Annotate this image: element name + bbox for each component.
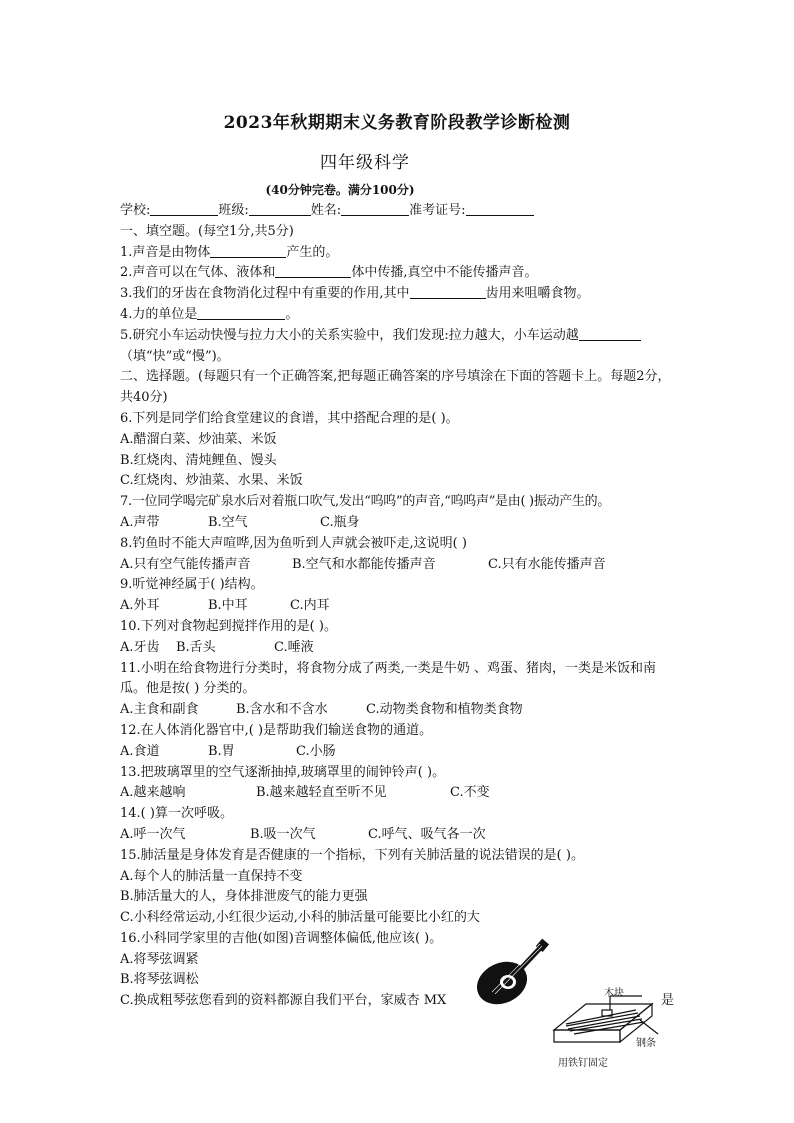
question-5 (120, 326, 680, 347)
q9-stem: 9.听觉神经属于( )结构。 (120, 577, 264, 593)
guitar-figure (470, 938, 680, 1073)
school-blank[interactable] (150, 202, 218, 216)
q8-options (120, 555, 680, 576)
q15-option-b[interactable]: B.肺活量大的人，身体排泄废气的能力更强 (120, 889, 368, 905)
q5-text-a: 5.研究小车运动快慢与拉力大小的关系实验中，我们发现:拉力越大，小车运动越 (120, 327, 579, 343)
q1-text-b: 产生的。 (286, 244, 339, 260)
exam-note: (40分钟完卷。满分100分) (265, 183, 415, 197)
q7-option-a[interactable]: A.声带 (120, 514, 160, 530)
q14-option-c[interactable]: C.呼气、吸气各一次 (368, 826, 486, 842)
label-wood: 木块 (604, 988, 624, 999)
q7-options (120, 513, 680, 534)
q9-option-a[interactable]: A.外耳 (120, 598, 160, 614)
q11-stem: 11.小明在给食物进行分类时，将食物分成了两类,一类是牛奶 、鸡蛋、猪肉，一类是米饭和南瓜。他是按( ) 分类的。 (120, 660, 656, 697)
q16-tail: 是 (661, 993, 675, 1009)
exam-body (120, 201, 680, 1012)
q12-option-c[interactable]: C.小肠 (296, 743, 336, 759)
q8-stem: 8.钓鱼时不能大声喧哗,因为鱼听到人声就会被吓走,这说明( ) (120, 535, 467, 551)
section1-heading: 一、填空题。(每空1分,共5分) (120, 223, 294, 239)
q2-text-a: 2.声音可以在气体、液体和 (120, 265, 276, 281)
question-3 (120, 284, 680, 305)
q13-stem: 13.把玻璃罩里的空气逐渐抽掉,玻璃罩里的闹钟铃声( )。 (120, 764, 446, 780)
q6-option-a[interactable]: A.醋溜白菜、炒油菜、米饭 (120, 431, 277, 447)
name-blank[interactable] (341, 202, 409, 216)
q16-option-c[interactable]: C.换成粗琴弦您看到的资料都源自我们平台，家威杏 MX (120, 993, 447, 1009)
name-label: 姓名: (310, 203, 342, 218)
q16-option-a[interactable]: A.将琴弦调紧 (120, 951, 199, 967)
q8-option-c[interactable]: C.只有水能传播声音 (488, 556, 606, 572)
q7-option-c[interactable]: C.瓶身 (320, 514, 360, 530)
q10-option-a[interactable]: A.牙齿 (120, 639, 160, 655)
q11-options (120, 700, 680, 721)
q6-option-c[interactable]: C.红烧肉、炒油菜、水果、米饭 (120, 473, 303, 489)
q13-option-c[interactable]: C.不变 (450, 785, 490, 801)
page-title: 2023年秋期期末义务教育阶段教学诊断检测 (223, 113, 571, 133)
q13-option-a[interactable]: A.越来越响 (120, 785, 186, 801)
q13-options (120, 783, 680, 804)
q12-option-a[interactable]: A.食道 (120, 743, 160, 759)
q15-stem: 15.肺活量是身体发育是否健康的一个指标，下列有关肺活量的说法错误的是( )。 (120, 847, 584, 863)
q8-option-a[interactable]: A.只有空气能传播声音 (120, 556, 251, 572)
q9-option-c[interactable]: C.内耳 (290, 598, 330, 614)
q11-option-a[interactable]: A.主食和副食 (120, 702, 199, 718)
q14-options (120, 825, 680, 846)
q10-options (120, 638, 680, 659)
q10-option-c[interactable]: C.唾液 (274, 639, 314, 655)
q15-option-c[interactable]: C.小科经常运动,小红很少运动,小科的肺活量可能要比小红的大 (120, 910, 480, 926)
label-wire: 钢条 (636, 1038, 656, 1049)
label-nail: 用铁钉固定 (558, 1058, 608, 1069)
q16-option-b[interactable]: B.将琴弦调松 (120, 972, 199, 988)
q12-stem: 12.在人体消化器官中,( )是帮助我们输送食物的通道。 (120, 722, 433, 738)
q16-stem: 16.小科同学家里的吉他(如图)音调整体偏低,他应该( )。 (120, 930, 443, 946)
school-label: 学校: (120, 203, 151, 218)
q13-option-b[interactable]: B.越来越轻直至听不见 (256, 785, 387, 801)
q12-option-b[interactable]: B.胃 (208, 743, 235, 759)
q10-option-b[interactable]: B.舌头 (176, 639, 216, 655)
guitar-icon (470, 939, 549, 1013)
q11-option-c[interactable]: C.动物类食物和植物类食物 (366, 702, 523, 718)
q4-text-b: 。 (285, 306, 299, 322)
exam-no-label: 准考证号: (409, 203, 466, 218)
q11-option-b[interactable]: B.含水和不含水 (236, 702, 328, 718)
exam-no-blank[interactable] (466, 202, 534, 216)
q14-option-b[interactable]: B.吸一次气 (250, 826, 316, 842)
q8-option-b[interactable]: B.空气和水都能传播声音 (292, 556, 436, 572)
q3-text-a: 3.我们的牙齿在食物消化过程中有重要的作用,其中 (120, 286, 410, 302)
q4-text-a: 4.力的单位是 (120, 306, 198, 322)
question-2 (120, 263, 680, 284)
q2-text-b: 体中传播,真空中不能传播声音。 (351, 265, 538, 281)
question-figure (470, 938, 680, 1073)
q7-option-b[interactable]: B.空气 (208, 514, 248, 530)
q14-stem: 14.( )算一次呼吸。 (120, 806, 233, 822)
q12-options (120, 742, 680, 763)
q14-option-a[interactable]: A.呼一次气 (120, 826, 186, 842)
question-1 (120, 243, 680, 264)
wire-apparatus-icon (554, 996, 658, 1042)
section2-heading: 二、选择题。(每题只有一个正确答案,把每题正确答案的序号填涂在下面的答题卡上。每题2分，共40分) (120, 369, 671, 406)
q9-option-b[interactable]: B.中耳 (208, 598, 248, 614)
q1-blank[interactable] (210, 244, 286, 258)
q7-stem: 7.一位同学喝完矿泉水后对着瓶口吹气,发出“呜呜”的声音,“呜呜声”是由( )振动产生的。 (120, 494, 611, 510)
page-subtitle: 四年级科学 (320, 153, 410, 173)
q5-blank[interactable] (579, 327, 641, 341)
q1-text-a: 1.声音是由物体 (120, 244, 211, 260)
question-5-cont: （填“快”或“慢”)。 (120, 348, 230, 364)
student-info-line (120, 201, 680, 222)
q9-options (120, 596, 680, 617)
class-label: 班级: (218, 203, 249, 218)
q6-option-b[interactable]: B.红烧肉、清炖鲤鱼、馒头 (120, 452, 277, 468)
q2-blank[interactable] (275, 264, 351, 278)
q6-stem: 6.下列是同学们给食堂建议的食谱，其中搭配合理的是( )。 (120, 410, 459, 426)
q10-stem: 10.下列对食物起到搅拌作用的是( )。 (120, 618, 337, 634)
q3-blank[interactable] (410, 285, 486, 299)
class-blank[interactable] (249, 202, 311, 216)
q3-text-b: 齿用来咀嚼食物。 (485, 286, 590, 302)
q15-option-a[interactable]: A.每个人的肺活量一直保持不变 (120, 868, 303, 884)
question-4 (120, 305, 680, 326)
q4-blank[interactable] (197, 306, 285, 320)
